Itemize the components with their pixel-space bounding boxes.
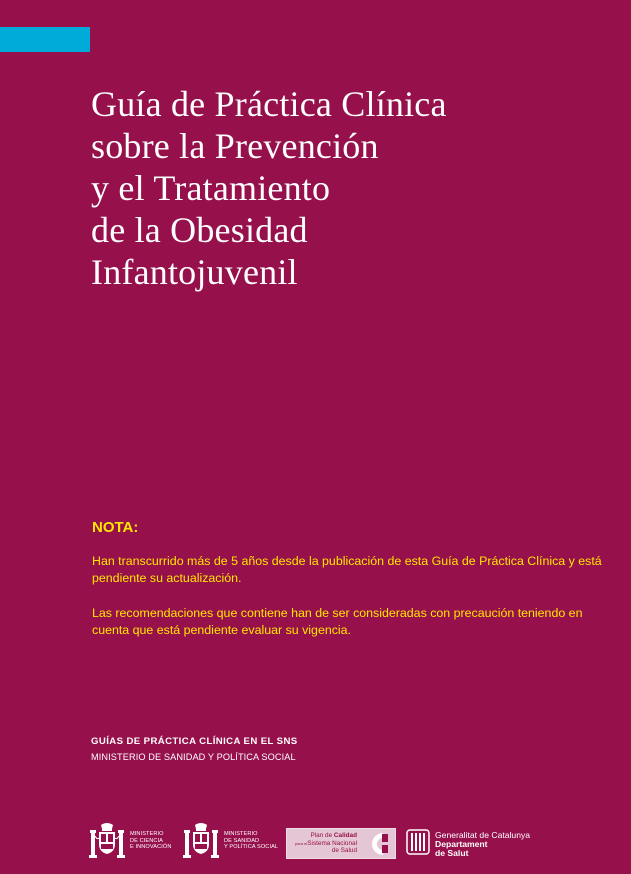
spain-coat-of-arms-icon: [182, 822, 220, 860]
validity-note: [92, 519, 602, 657]
logo-generalitat: [406, 829, 530, 860]
label-text-small: para el: [295, 840, 308, 846]
spain-coat-of-arms-icon: [88, 822, 126, 860]
label-text-bold: Calidad: [333, 832, 357, 839]
title-line: Guía de Práctica Clínica: [91, 84, 447, 124]
series-info: [91, 736, 298, 762]
series-title: GUÍAS DE PRÁCTICA CLÍNICA EN EL SNS: [91, 736, 298, 747]
note-paragraph: Han transcurrido más de 5 años desde la publicación de esta Guía de Práctica Clínica y está pendiente su actualización.: [92, 554, 602, 585]
title-line: y el Tratamiento: [91, 168, 331, 208]
label-text: de Salud: [331, 847, 357, 854]
label-line: de Salut: [435, 848, 469, 858]
label-line: Y POLÍTICA SOCIAL: [224, 844, 279, 851]
label-line: E INNOVACIÓN: [130, 844, 172, 851]
note-paragraph: Las recomendaciones que contiene han de ser consideradas con precaución teniendo en cuenta que está pendiente evaluar su vigencia.: [92, 606, 583, 637]
accent-bar: [0, 27, 90, 52]
ministerio-ciencia-label: [130, 831, 172, 851]
title-line: sobre la Prevención: [91, 126, 379, 166]
document-title: [91, 83, 447, 293]
label-line: MINISTERIO: [224, 831, 258, 838]
generalitat-label: [435, 831, 530, 858]
institution-logos: [88, 820, 548, 862]
logo-ministerio-sanidad: [182, 822, 278, 860]
plan-calidad-label: [295, 832, 357, 855]
generalitat-flag-icon: [406, 829, 430, 860]
title-line: de la Obesidad: [91, 210, 308, 250]
ministerio-sanidad-label: [224, 831, 278, 851]
label-line: Generalitat de Catalunya: [435, 830, 531, 840]
label-text: Plan de: [310, 832, 334, 839]
label-line: Departament: [435, 839, 488, 849]
logo-ministerio-ciencia: [88, 822, 172, 860]
title-line: Infantojuvenil: [91, 252, 298, 292]
label-line: MINISTERIO: [130, 831, 164, 838]
series-subtitle: MINISTERIO DE SANIDAD Y POLÍTICA SOCIAL: [91, 752, 296, 762]
label-text: Sistema Nacional: [307, 839, 357, 847]
plan-calidad-c-icon: [361, 831, 391, 862]
label-line: DE SANIDAD: [224, 837, 260, 844]
note-heading: NOTA:: [92, 519, 139, 536]
label-line: DE CIENCIA: [130, 837, 164, 844]
logo-plan-calidad: [286, 828, 396, 859]
